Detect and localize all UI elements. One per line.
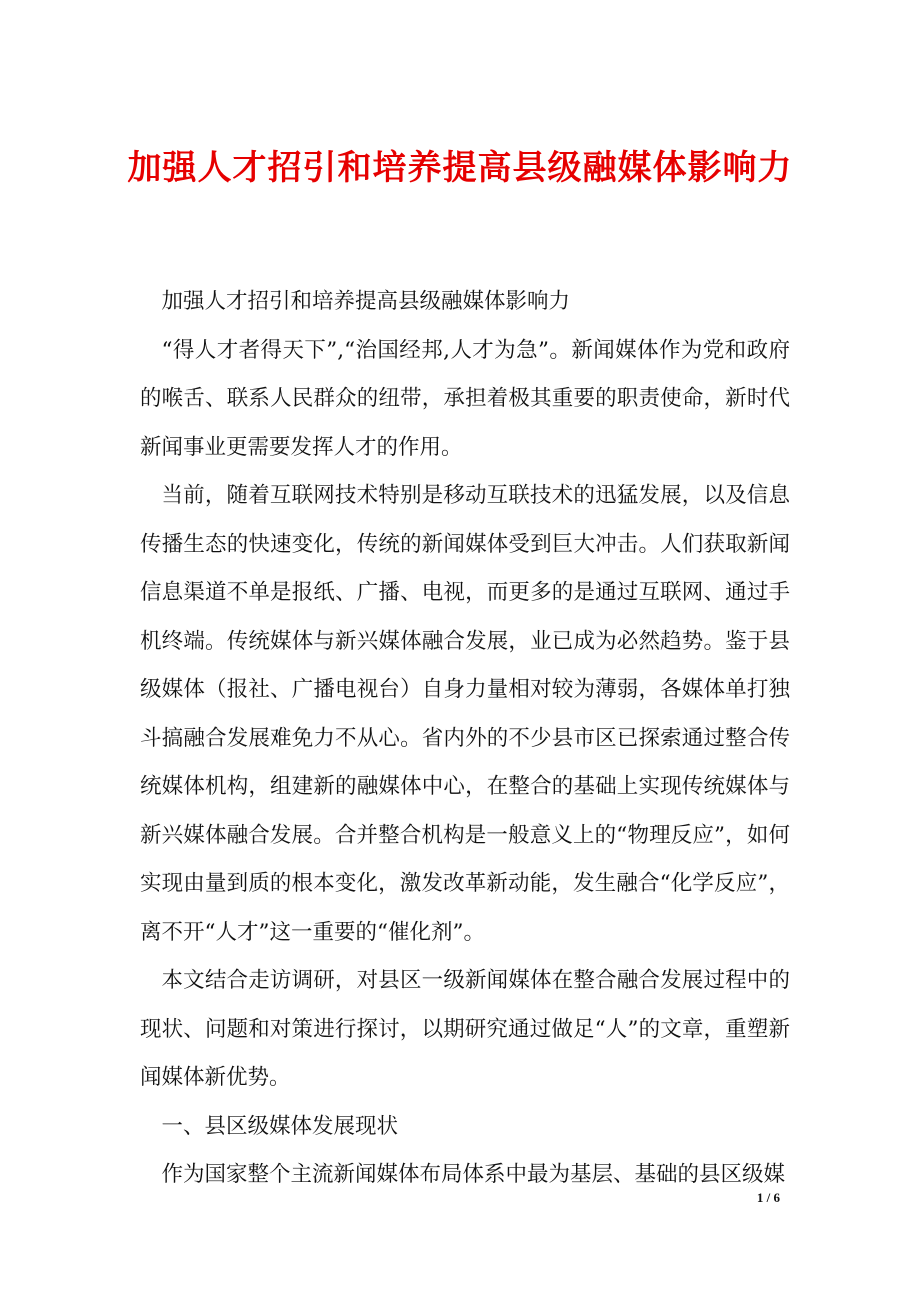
paragraph-purpose: 本文结合走访调研，对县区一级新闻媒体在整合融合发展过程中的现状、问题和对策进行探讨，以期研究通过做足“人”的文章，重塑新闻媒体新优势。 bbox=[140, 968, 790, 1090]
document-title: 加强人才招引和培养提高县级融媒体影响力 bbox=[127, 148, 793, 188]
page-number: 1 / 6 bbox=[756, 1190, 780, 1205]
paragraph-section-start: 作为国家整个主流新闻媒体布局体系中最为基层、基础的县区级媒 bbox=[161, 1162, 786, 1187]
paragraph-intro: “得人才者得天下”,“治国经邦,人才为急”。新闻媒体作为党和政府的喉舌、联系人民群众的纽带，承担着极其重要的职责使命，新时代新闻事业更需要发挥人才的作用。 bbox=[140, 337, 790, 460]
paragraph-subtitle: 加强人才招引和培养提高县级融媒体影响力 bbox=[161, 289, 571, 314]
section-heading: 一、县区级媒体发展现状 bbox=[161, 1113, 399, 1139]
document-body bbox=[140, 278, 790, 1200]
paragraph-background: 当前，随着互联网技术特别是移动互联技术的迅猛发展，以及信息传播生态的快速变化，传统的新闻媒体受到巨大冲击。人们获取新闻信息渠道不单是报纸、广播、电视，而更多的是通过互联网、通过手机终端。传统媒体与新兴媒体融合发展，业已成为必然趋势。鉴于县级媒体（报社、广播电视台）自身力量相对较为薄弱，各媒体单打独斗搞融合发展难免力不从心。省内外的不少县市区已探索通过整合传统媒体机构，组建新的融媒体中心，在整合的基础上实现传统媒体与新兴媒体融合发展。合并整合机构是一般意义上的“物理反应”，如何实现由量到质的根本变化，激发改革新动能，发生融合“化学反应”，离不开“人才”这一重要的“催化剂”。 bbox=[140, 483, 790, 945]
